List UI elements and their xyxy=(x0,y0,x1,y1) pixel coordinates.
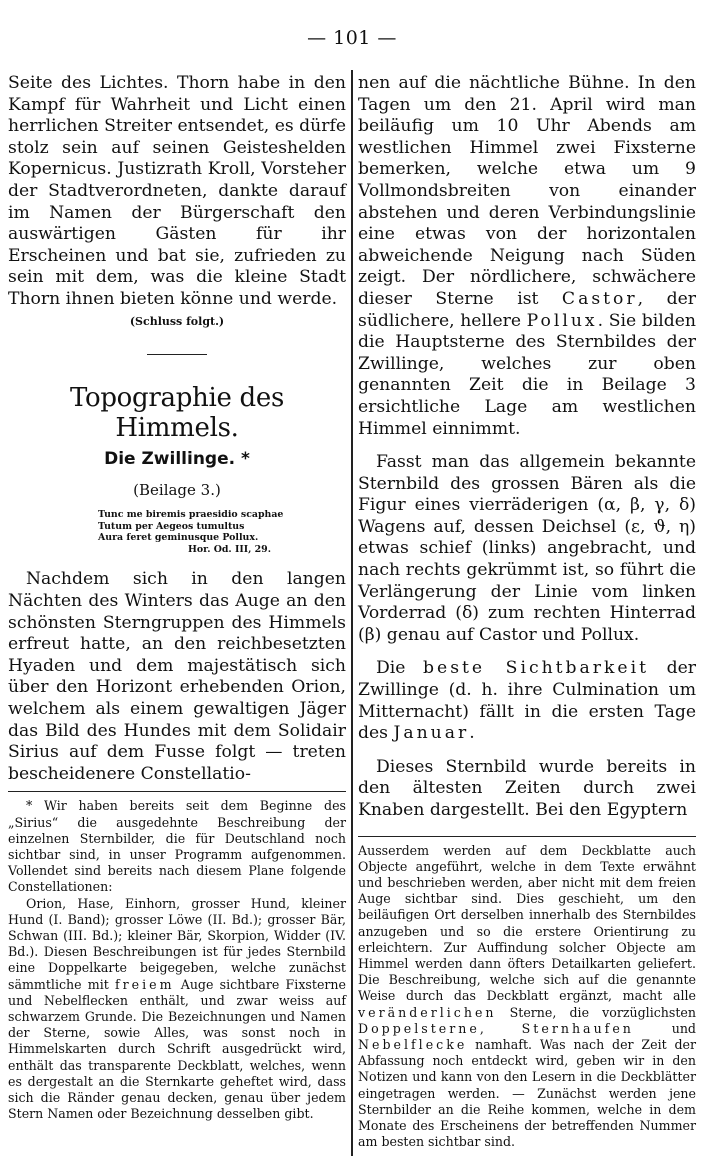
footnote-text: Auge sichtbare Fixsterne und Nebelflecken enthält, und zwar weiss auf schwarzem Grunde. Die Bezeichnungen und Namen der Sterne, sowie Alles, was sonst noch in Himmelskarten durch Schrift ausgedrückt wird, enthält das transparente Deckblatt, welches, wenn es dergestalt an die Sternkarte geheftet wird, dass sich die Ränder genau decken, genau über jedem Stern Namen oder Bezeichnung desselben gibt. xyxy=(8,976,346,1122)
right-paragraph-4: Dieses Sternbild wurde bereits in den ältesten Zeiten durch zwei Knaben dargestellt. Bei den Egyptern xyxy=(358,756,696,820)
footnote-text: und xyxy=(633,1020,696,1036)
paragraph-text: , der südlichere, hellere xyxy=(358,288,696,331)
footnote-text: , xyxy=(479,1020,522,1036)
left-footnote xyxy=(8,798,346,1122)
footnote-text: Sterne, die vorzüglichsten xyxy=(496,1004,696,1020)
footnote-rule xyxy=(358,836,696,837)
footnote-emphasis: Doppelsterne xyxy=(358,1020,480,1036)
epigraph-line: Tutum per Aegeos tumultus xyxy=(98,520,245,532)
supplement-reference: (Beilage 3.) xyxy=(133,481,221,500)
section-title: Topographie des Himmels. xyxy=(69,383,285,444)
right-footnote xyxy=(358,843,696,1151)
page-number-header: — 101 — xyxy=(307,27,397,49)
column-divider xyxy=(351,70,353,1156)
footnote-text: Ausserdem werden auf dem Deckblatte auch Objecte angeführt, welche in dem Texte erwähnt und beschrieben werden, aber nicht mit dem freien Auge sichtbar sind. Dies geschieht, um den beiläufigen Ort derselben innerhalb des Sternbildes anzugeben und so die erstere Orientirung zu erleichtern. Zur Auffindung solcher Objecte am Himmel werden dann öfters Detailkarten geliefert. Die Beschreibung, welche sich auf die genannte Weise durch das Deckblatt ergänzt, macht alle xyxy=(358,842,696,1004)
footnote-continuation xyxy=(358,843,696,1151)
right-paragraph-3 xyxy=(358,658,696,744)
right-column xyxy=(358,73,696,1150)
right-paragraph-2: Fasst man das allgemein bekannte Sternbild des grossen Bären als die Figur eines vierräderigen (α, β, γ, δ) Wagens auf, dessen Deichsel (ε, ϑ, η) etwas schief (links) angebracht, und nach rechts gekrümmt ist, so führt die Verlängerung der Linie vom linken Vorderrad (δ) zum rechten Hinterrad (β) genau auf Castor und Pollux. xyxy=(358,452,696,645)
right-paragraph-1 xyxy=(358,73,696,440)
footnote-rule xyxy=(8,791,346,792)
star-name-castor: Castor xyxy=(561,288,638,309)
epigraph xyxy=(98,509,346,555)
to-be-continued-note: (Schluss folgt.) xyxy=(129,314,225,328)
left-column xyxy=(8,73,346,1122)
left-paragraph-1: Seite des Lichtes. Thorn habe in den Kampf für Wahrheit und Licht einen herrlichen Streiter entsendet, es dürfe stolz sein auf seinen Geisteshelden Kopernicus. Justizrath Kroll, Vorsteher der Stadtverordneten, dankte darauf im Namen der Bürgerschaft den auswärtigen Gästen für ihr Erscheinen und bat sie, zufrieden zu sein mit dem, was die kleine Stadt Thorn ihnen bieten könne und werde. xyxy=(8,73,346,309)
paragraph-text: nen auf die nächtliche Bühne. In den Tagen um den 21. April wird man beiläufig um 10 Uhr Abends am westlichen Himmel zwei Fixsterne bemerken, welche etwa um 9 Vollmondsbreiten von einander abstehen und deren Verbindungslinie eine etwas von der horizontalen abweichende Neigung nach Süden zeigt. Der nördlichere, schwächere dieser Sterne ist xyxy=(358,73,696,309)
paragraph-text: der Zwillinge (d. h. ihre Culmination um Mitternacht) fällt in die ersten Tage des xyxy=(358,658,696,744)
footnote-emphasis: veränderlichen xyxy=(358,1004,497,1020)
footnote-text: namhaft. Was nach der Zeit der Abfassung noch entdeckt wird, geben wir in den Notizen und kann von den Lesern in die Deckblätter eingetragen werden. — Zunächst werden jene Sternbilder an die Reihe kommen, welche in dem Monate des Erscheinens der betreffenden Nummer am besten sichtbar sind. xyxy=(358,1037,696,1150)
article-subtitle: Die Zwillinge. * xyxy=(104,449,250,470)
footnote-emphasis: Nebelflecke xyxy=(358,1037,468,1053)
footnote-paragraph-2 xyxy=(8,896,346,1123)
paragraph-text: . xyxy=(469,723,475,744)
paragraph-text: Die xyxy=(376,658,424,679)
epigraph-line: Aura feret geminusque Pollux. xyxy=(98,532,259,544)
emphasis-text: Januar xyxy=(393,723,470,744)
footnote-paragraph-1: * Wir haben bereits seit dem Beginne des „Sirius“ die ausgedehnte Beschreibung der einzelnen Sternbilder, die für Deutschland noch sichtbar sind, in unser Programm aufgenommen. Vollendet sind bereits nach diesem Plane folgende Constellationen: xyxy=(8,798,346,895)
emphasis-text: beste Sichtbarkeit xyxy=(423,658,650,679)
footnote-emphasis: freiem xyxy=(114,976,175,992)
footnote-text: Orion, Hase, Einhorn, grosser Hund, kleiner Hund (I. Band); grosser Löwe (II. Bd.); grosser Bär, Schwan (III. Bd.); kleiner Bär, Skorpion, Widder (IV. Bd.). Diesen Beschreibungen ist für jedes Sternbild eine Doppelkarte beigegeben, welche zunächst sämmtliche mit xyxy=(8,895,346,992)
epigraph-source: Hor. Od. III, 29. xyxy=(188,543,271,555)
footnote-emphasis: Sternhaufen xyxy=(521,1020,634,1036)
left-paragraph-2: Nachdem sich in den langen Nächten des Winters das Auge an den schönsten Sterngruppen des Himmels erfreut hatte, an den reichbesetzten Hyaden und dem majestätisch sich über den Horizont erhebenden Orion, welchem als einem gewaltigen Jäger das Bild des Hundes mit dem Solidair Sirius auf dem Fusse folgt — treten bescheidenere Constellatio- xyxy=(8,569,346,784)
epigraph-line: Tunc me biremis praesidio scaphae xyxy=(98,509,284,521)
star-name-pollux: Pollux xyxy=(526,310,598,331)
section-divider xyxy=(147,354,207,356)
paragraph-text: . Sie bilden die Hauptsterne des Sternbildes der Zwillinge, welches zur oben genannten Zeit die in Beilage 3 ersichtliche Lage am westlichen Himmel einnimmt. xyxy=(358,310,697,439)
